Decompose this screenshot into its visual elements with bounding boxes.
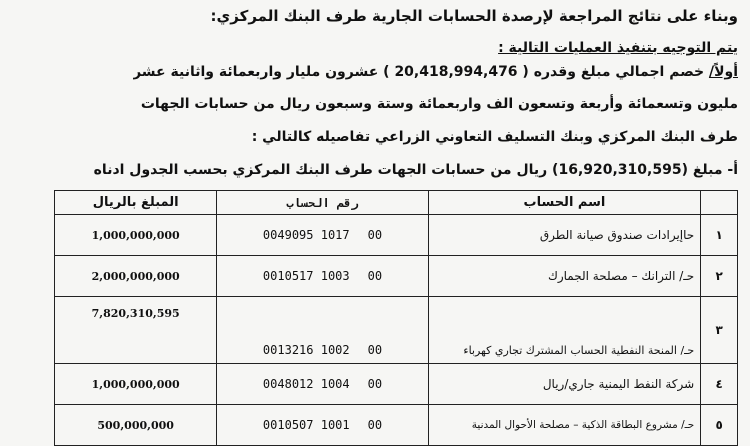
header-number — [701, 191, 738, 215]
account-number: 0048012 1004 — [262, 377, 350, 391]
account-prefix: 00 — [367, 343, 383, 357]
account-name: حاإيرادات صندوق صيانة الطرق — [428, 215, 701, 256]
first-item-heading: أولاً/ — [708, 64, 738, 80]
account-number-cell — [217, 297, 428, 364]
first-item-details-intro: طرف البنك المركزي وبنك التسليف التعاوني الزراعي تفاصيله كالتالي : — [251, 129, 738, 145]
account-number-cell — [217, 364, 428, 405]
header-amount: المبلغ بالريال — [55, 191, 217, 215]
account-number-cell — [217, 256, 428, 297]
header-account-name: اسم الحساب — [428, 191, 701, 215]
directive-text: يتم التوجيه بتنفيذ العمليات التالية : — [498, 40, 738, 56]
row-number: ٤ — [701, 364, 738, 405]
account-prefix: 00 — [367, 418, 383, 432]
directive-line — [498, 38, 738, 58]
intro-line: وبناء على نتائج المراجعة لإرصدة الحسابات الجارية طرف البنك المركزي: — [210, 7, 738, 25]
header-account-number: رقم الحساب — [217, 191, 428, 215]
table-row — [55, 297, 738, 364]
table-row — [55, 256, 738, 297]
account-prefix: 00 — [367, 269, 383, 283]
account-number: 0049095 1017 — [262, 228, 350, 242]
first-item-line — [133, 62, 738, 82]
amount: 2,000,000,000 — [55, 256, 217, 297]
amount: 7,820,310,595 — [55, 297, 217, 364]
first-item-text: خصم اجمالي مبلغ وقدره ( 20,418,994,476 ) عشرون مليار واربعمائة واثانية عشر — [133, 64, 705, 80]
table-row — [55, 215, 738, 256]
row-number: ٥ — [701, 405, 738, 446]
row-number: ٢ — [701, 256, 738, 297]
row-number: ٣ — [701, 297, 738, 364]
account-name: حـ/ مشروع البطاقة الذكية – مصلحة الأحوال المدنية — [428, 405, 701, 446]
account-prefix: 00 — [367, 377, 383, 391]
account-number: 0013216 1002 — [262, 343, 350, 357]
accounts-table — [54, 190, 738, 446]
account-name: حـ/ المنحة النفطية الحساب المشترك تجاري كهرباء — [428, 297, 701, 364]
amount: 1,000,000,000 — [55, 215, 217, 256]
amount: 500,000,000 — [55, 405, 217, 446]
amount: 1,000,000,000 — [55, 364, 217, 405]
row-number: ١ — [701, 215, 738, 256]
account-number-cell — [217, 405, 428, 446]
account-name: شركة النفط اليمنية جاري/ريال — [428, 364, 701, 405]
account-number-cell — [217, 215, 428, 256]
table-row — [55, 405, 738, 446]
table-row — [55, 364, 738, 405]
account-name: حـ/ الترانك – مصلحة الجمارك — [428, 256, 701, 297]
first-item-continuation: مليون وتسعمائة وأربعة وتسعون الف واربعمائة وستة وسبعون ريال من حسابات الجهات — [140, 96, 738, 112]
account-number: 0010507 1001 — [262, 418, 350, 432]
subitem-a-line: أ- مبلغ (16,920,310,595) ريال من حسابات الجهات طرف البنك المركزي بحسب الجدول ادناه — [93, 162, 738, 178]
account-number: 0010517 1003 — [262, 269, 350, 283]
table-header-row — [55, 191, 738, 215]
account-prefix: 00 — [367, 228, 383, 242]
